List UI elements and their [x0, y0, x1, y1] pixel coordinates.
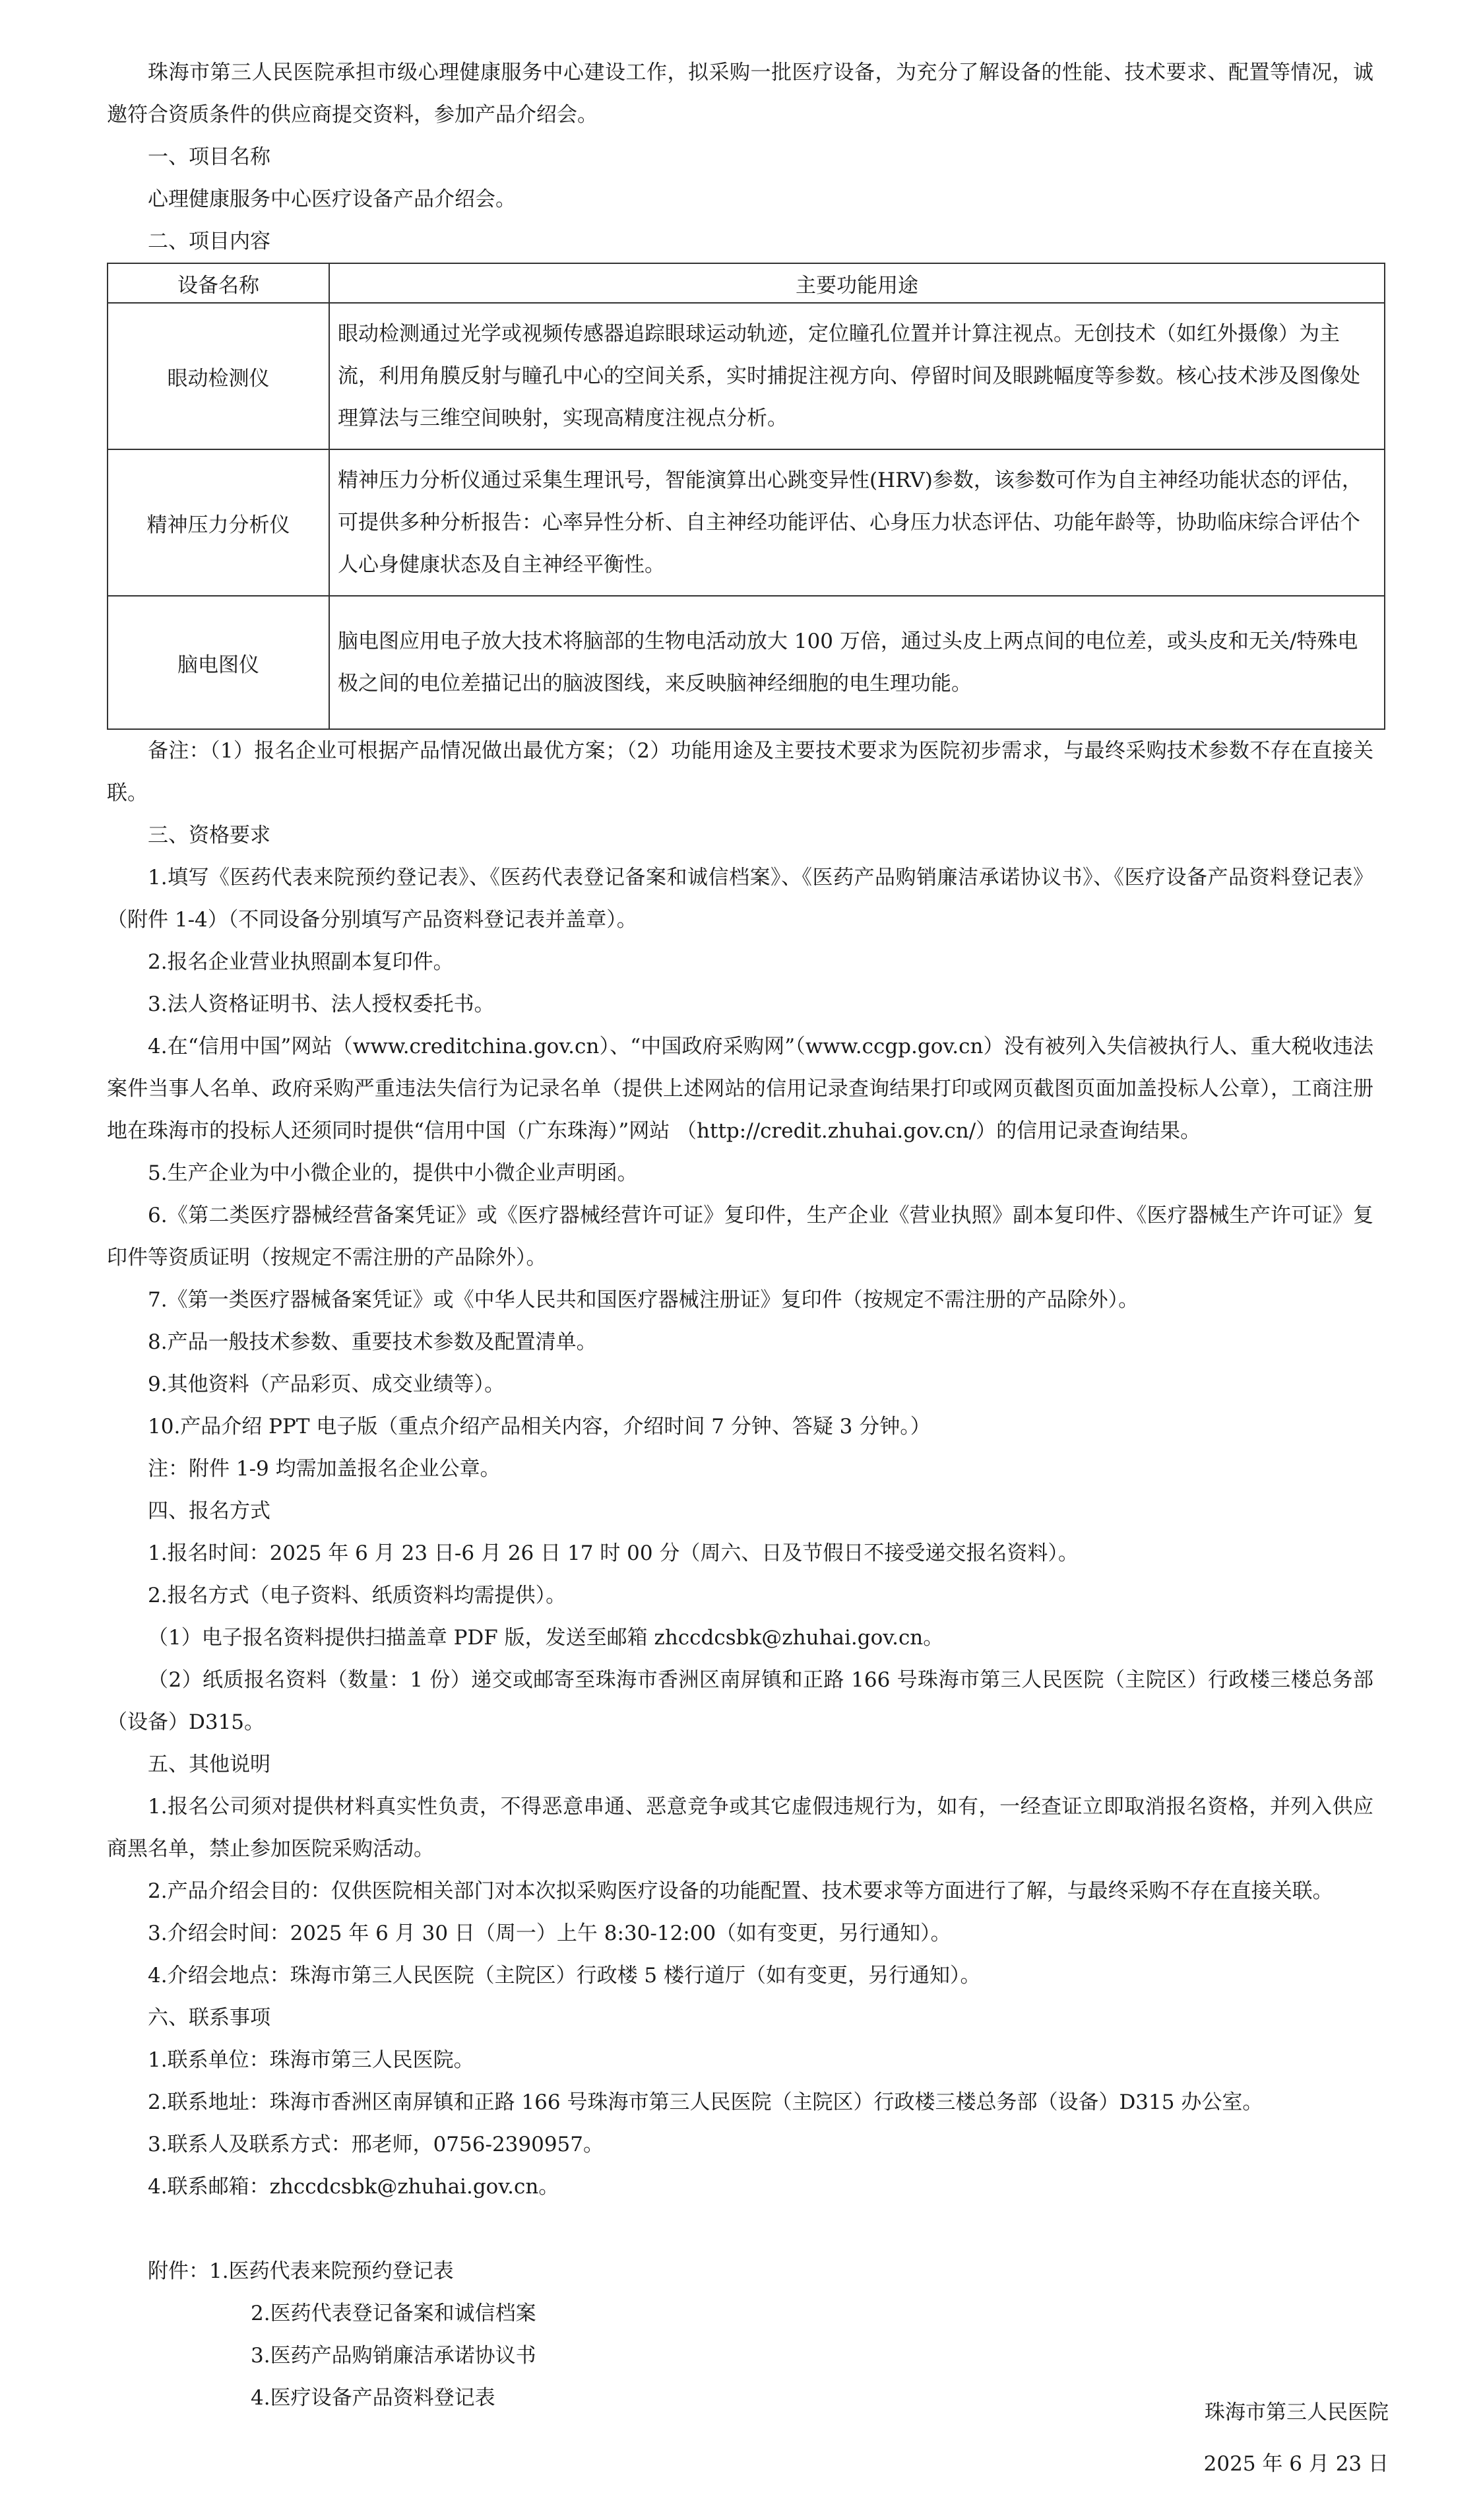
section-1-title: 一、项目名称: [148, 145, 270, 169]
requirement-item: 1.填写《医药代表来院预约登记表》、《医药代表登记备案和诚信档案》、《医药产品购销廉洁承诺协议书》、《医疗设备产品资料登记表》（附件 1-4）（不同设备分别填写产品资料登记表并盖章）。: [107, 866, 1373, 932]
attachments-list: [107, 2250, 1373, 2419]
signature-date: 2025 年 6 月 23 日: [1203, 2452, 1389, 2476]
intro-paragraph: 珠海市第三人民医院承担市级心理健康服务中心建设工作，拟采购一批医疗设备，为充分了解设备的性能、技术要求、配置等情况，诚邀符合资质条件的供应商提交资料，参加产品介绍会。: [107, 61, 1373, 127]
device-name-cell: 精神压力分析仪: [108, 449, 329, 596]
requirement-item: 10.产品介绍 PPT 电子版（重点介绍产品相关内容，介绍时间 7 分钟、答疑 3 分钟。）: [148, 1415, 931, 1438]
registration-item: （2）纸质报名资料（数量：1 份）递交或邮寄至珠海市香洲区南屏镇和正路 166 号珠海市第三人民医院（主院区）行政楼三楼总务部（设备）D315。: [107, 1668, 1374, 1734]
section-2-title: 二、项目内容: [148, 230, 270, 253]
other-item: 3.介绍会时间：2025 年 6 月 30 日（周一）上午 8:30-12:00（如有变更，另行通知）。: [148, 1922, 951, 1945]
attachment-item: 2.医药代表登记备案和诚信档案: [251, 2302, 536, 2325]
table-header-function: 主要功能用途: [329, 263, 1385, 303]
table-row: [108, 449, 1385, 596]
other-item: 2.产品介绍会目的：仅供医院相关部门对本次拟采购医疗设备的功能配置、技术要求等方面进行了解，与最终采购不存在直接关联。: [148, 1879, 1333, 1903]
device-function-cell: 脑电图应用电子放大技术将脑部的生物电活动放大 100 万倍，通过头皮上两点间的电位差，或头皮和无关/特殊电极之间的电位差描记出的脑波图线，来反映脑神经细胞的电生理功能。: [329, 596, 1385, 729]
device-function-cell: 眼动检测通过光学或视频传感器追踪眼球运动轨迹，定位瞳孔位置并计算注视点。无创技术（如红外摄像）为主流，利用角膜反射与瞳孔中心的空间关系，实时捕捉注视方向、停留时间及眼跳幅度等参数。核心技术涉及图像处理算法与三维空间映射，实现高精度注视点分析。: [329, 303, 1385, 449]
registration-item: （1）电子报名资料提供扫描盖章 PDF 版，发送至邮箱 zhccdcsbk@zhuhai.gov.cn。: [148, 1626, 944, 1650]
attachment-name: 1.医药代表来院预约登记表: [209, 2259, 454, 2283]
device-table: [107, 263, 1385, 730]
section-6-title: 六、联系事项: [148, 2006, 270, 2030]
registration-item: 2.报名方式（电子资料、纸质资料均需提供）。: [148, 1584, 567, 1607]
requirement-item: 7.《第一类医疗器械备案凭证》或《中华人民共和国医疗器械注册证》复印件（按规定不需注册的产品除外）。: [148, 1288, 1139, 1312]
signature-organization: 珠海市第三人民医院: [1205, 2401, 1389, 2424]
section-3-title: 三、资格要求: [148, 824, 270, 847]
contact-email: 4.联系邮箱：zhccdcsbk@zhuhai.gov.cn。: [148, 2175, 559, 2199]
section-5-title: 五、其他说明: [148, 1753, 270, 1776]
document-body: [107, 51, 1373, 2419]
other-item: 1.报名公司须对提供材料真实性负责，不得恶意串通、恶意竞争或其它虚假违规行为，如有，一经查证立即取消报名资格，并列入供应商黑名单，禁止参加医院采购活动。: [107, 1795, 1373, 1861]
contact-item: 3.联系人及联系方式：邢老师，0756-2390957。: [148, 2133, 604, 2156]
requirement-item: 2.报名企业营业执照副本复印件。: [148, 950, 454, 974]
requirement-item: 9.其他资料（产品彩页、成交业绩等）。: [148, 1373, 505, 1396]
table-row: [108, 596, 1385, 729]
requirement-item: 5.生产企业为中小微企业的，提供中小微企业声明函。: [148, 1161, 638, 1185]
table-row: [108, 303, 1385, 449]
device-function-cell: 精神压力分析仪通过采集生理讯号，智能演算出心跳变异性(HRV)参数，该参数可作为自主神经功能状态的评估，可提供多种分析报告：心率异性分析、自主神经功能评估、心身压力状态评估、功能年龄等，协助临床综合评估个人心身健康状态及自主神经平衡性。: [329, 449, 1385, 596]
requirement-item: 6.《第二类医疗器械经营备案凭证》或《医疗器械经营许可证》复印件，生产企业《营业执照》副本复印件、《医疗器械生产许可证》复印件等资质证明（按规定不需注册的产品除外）。: [107, 1204, 1373, 1270]
requirement-item: 4.在“信用中国”网站（www.creditchina.gov.cn）、“中国政府采购网”（www.ccgp.gov.cn）没有被列入失信被执行人、重大税收违法案件当事人名单、政府采购严重违法失信行为记录名单（提供上述网站的信用记录查询结果打印或网页截图页面加盖投标人公章），工商注册地在珠海市的投标人还须同时提供“信用中国（广东珠海）”网站 （http://credit.zhuhai.gov.cn/）的信用记录查询结果。: [107, 1035, 1373, 1143]
table-header-device-name: 设备名称: [108, 263, 329, 303]
attachment-item: [107, 2250, 1373, 2292]
requirement-note: 注：附件 1-9 均需加盖报名企业公章。: [148, 1457, 501, 1481]
requirement-item: 8.产品一般技术参数、重要技术参数及配置清单。: [148, 1330, 597, 1354]
section-1-content: 心理健康服务中心医疗设备产品介绍会。: [148, 187, 516, 211]
contact-item: 1.联系单位：珠海市第三人民医院。: [148, 2048, 474, 2072]
attachments-label: 附件：: [148, 2259, 209, 2283]
device-name-cell: 眼动检测仪: [108, 303, 329, 449]
device-name-cell: 脑电图仪: [108, 596, 329, 729]
section-4-title: 四、报名方式: [148, 1499, 270, 1523]
attachment-item: 4.医疗设备产品资料登记表: [251, 2386, 495, 2410]
contact-item: 2.联系地址：珠海市香洲区南屏镇和正路 166 号珠海市第三人民医院（主院区）行政楼三楼总务部（设备）D315 办公室。: [148, 2090, 1263, 2114]
requirement-item: 3.法人资格证明书、法人授权委托书。: [148, 992, 495, 1016]
other-item: 4.介绍会地点：珠海市第三人民医院（主院区）行政楼 5 楼行道厅（如有变更，另行通知）。: [148, 1964, 981, 1987]
attachment-item: 3.医药产品购销廉洁承诺协议书: [251, 2344, 536, 2368]
table-note: 备注：（1）报名企业可根据产品情况做出最优方案；（2）功能用途及主要技术要求为医院初步需求，与最终采购技术参数不存在直接关联。: [107, 739, 1373, 805]
device-table-header-row: [108, 263, 1385, 303]
registration-item: 1.报名时间：2025 年 6 月 23 日-6 月 26 日 17 时 00 分（周六、日及节假日不接受递交报名资料）。: [148, 1541, 1079, 1565]
